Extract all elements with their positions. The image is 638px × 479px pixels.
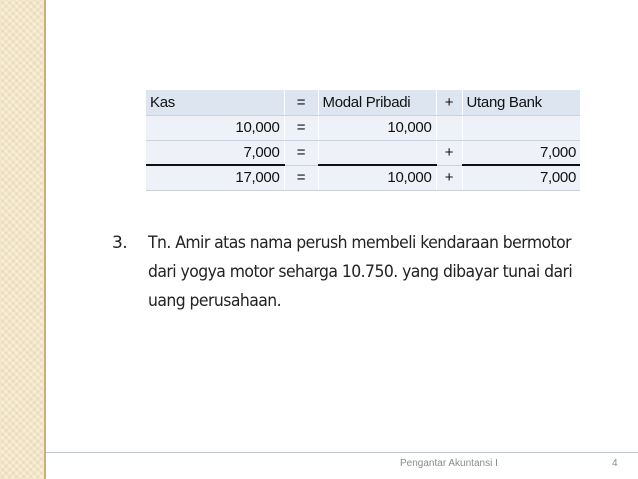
- cell-modal-pribadi: 10,000: [318, 165, 436, 190]
- decorative-sidebar: [0, 0, 44, 479]
- page-number: 4: [612, 458, 618, 469]
- cell-plus: [436, 115, 462, 140]
- header-equals: =: [284, 90, 318, 115]
- cell-utang-bank: [462, 115, 580, 140]
- cell-modal-pribadi: [318, 140, 436, 165]
- cell-equals: =: [284, 115, 318, 140]
- table-row-total: [146, 165, 580, 190]
- table-header-row: [146, 90, 580, 115]
- cell-utang-bank: 7,000: [462, 140, 580, 165]
- transaction-item: [112, 229, 602, 316]
- cell-kas: 7,000: [146, 140, 284, 165]
- header-modal-pribadi: Modal Pribadi: [318, 90, 436, 115]
- cell-kas: 17,000: [146, 165, 284, 190]
- item-number: 3.: [112, 233, 128, 253]
- cell-plus: +: [436, 165, 462, 190]
- table-row: [146, 140, 580, 165]
- cell-equals: =: [284, 165, 318, 190]
- cell-modal-pribadi: 10,000: [318, 115, 436, 140]
- table-row: [146, 115, 580, 140]
- cell-utang-bank: 7,000: [462, 165, 580, 190]
- header-kas: Kas: [146, 90, 284, 115]
- header-utang-bank: Utang Bank: [462, 90, 580, 115]
- cell-equals: =: [284, 140, 318, 165]
- cell-kas: 10,000: [146, 115, 284, 140]
- header-plus: +: [436, 90, 462, 115]
- accounting-equation-table: [146, 90, 580, 191]
- footer-divider: [46, 452, 638, 453]
- item-text: Tn. Amir atas nama perush membeli kendaraan bermotor dari yogya motor seharga 10.750. yang dibayar tunai dari uang perusahaan.: [148, 233, 573, 311]
- cell-plus: +: [436, 140, 462, 165]
- footer-title: Pengantar Akuntansi I: [400, 458, 498, 469]
- sidebar-divider: [44, 0, 46, 479]
